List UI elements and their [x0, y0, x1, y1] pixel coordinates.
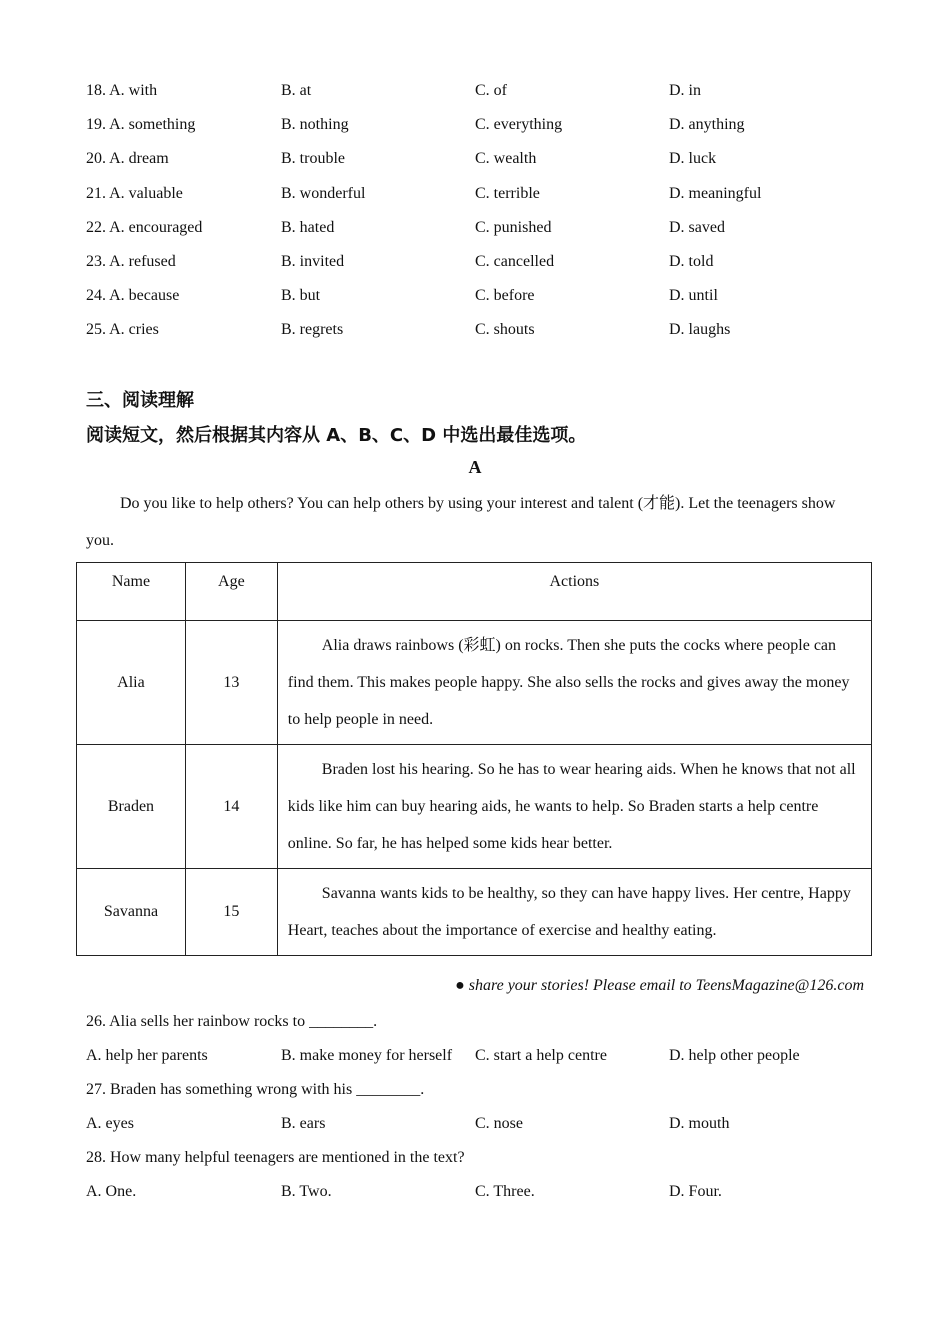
passage-label: A [468, 457, 482, 477]
section-title: 三、阅读理解 [86, 390, 194, 411]
table-header-row [77, 563, 872, 621]
bullet-icon: ● [455, 977, 465, 994]
option-b: B. nothing [281, 116, 349, 133]
section-instruction: 阅读短文，然后根据其内容从 A、B、C、D 中选出最佳选项。 [86, 425, 587, 446]
option-row-22 [86, 217, 886, 239]
option-d: D. until [669, 287, 718, 304]
option-d[interactable]: D. mouth [669, 1115, 730, 1132]
table-row [77, 869, 872, 956]
option-d[interactable]: D. help other people [669, 1047, 800, 1064]
option-b: B. hated [281, 219, 335, 236]
option-a: 20. A. dream [86, 150, 169, 167]
option-a: 22. A. encouraged [86, 219, 203, 236]
option-a: 25. A. cries [86, 321, 159, 338]
option-a: 24. A. because [86, 287, 180, 304]
option-c: C. shouts [475, 321, 535, 338]
passage-intro: Do you like to help others? You can help others by using your interest and talent (才能). Let the teenagers show you. [86, 495, 836, 549]
header-age: Age [185, 563, 277, 621]
option-row-20 [86, 148, 886, 170]
question-26-options [86, 1045, 886, 1067]
option-row-25 [86, 319, 886, 341]
option-c[interactable]: C. Three. [475, 1183, 535, 1200]
option-c[interactable]: C. nose [475, 1115, 523, 1132]
option-row-19 [86, 114, 886, 136]
question-27: 27. Braden has something wrong with his ________. [86, 1081, 425, 1098]
option-c: C. punished [475, 219, 552, 236]
option-c: C. wealth [475, 150, 537, 167]
question-26: 26. Alia sells her rainbow rocks to ________. [86, 1013, 378, 1030]
option-row-23 [86, 251, 886, 273]
option-b: B. at [281, 82, 312, 99]
email-note [455, 977, 864, 995]
option-d: D. meaningful [669, 185, 762, 202]
option-b[interactable]: B. make money for herself [281, 1047, 453, 1064]
option-a: 23. A. refused [86, 253, 176, 270]
header-name: Name [77, 563, 186, 621]
option-b[interactable]: B. ears [281, 1115, 326, 1132]
option-a: 21. A. valuable [86, 185, 183, 202]
option-a[interactable]: A. help her parents [86, 1047, 208, 1064]
cell-name: Braden [77, 745, 186, 869]
option-c: C. terrible [475, 185, 540, 202]
option-d: D. in [669, 82, 701, 99]
option-d: D. laughs [669, 321, 731, 338]
option-c: C. of [475, 82, 507, 99]
option-row-21 [86, 183, 886, 205]
option-c: C. before [475, 287, 535, 304]
option-b: B. but [281, 287, 321, 304]
option-b: B. wonderful [281, 185, 366, 202]
cell-name: Alia [77, 621, 186, 745]
option-c: C. cancelled [475, 253, 555, 270]
option-d[interactable]: D. Four. [669, 1183, 722, 1200]
option-row-24 [86, 285, 886, 307]
option-row-18 [86, 80, 886, 102]
table-row [77, 621, 872, 745]
question-28: 28. How many helpful teenagers are mentioned in the text? [86, 1149, 465, 1166]
option-a: 19. A. something [86, 116, 196, 133]
cell-actions: Savanna wants kids to be healthy, so they can have happy lives. Her centre, Happy Heart, teaches about the importance of exercise and healthy eating. [277, 869, 871, 956]
option-b: B. invited [281, 253, 345, 270]
option-c[interactable]: C. start a help centre [475, 1047, 607, 1064]
teens-table [76, 562, 872, 956]
table-row [77, 745, 872, 869]
cell-actions: Alia draws rainbows (彩虹) on rocks. Then she puts the cocks where people can find them. This makes people happy. She also sells the rocks and gives away the money to help people in need. [277, 621, 871, 745]
option-a[interactable]: A. eyes [86, 1115, 134, 1132]
question-27-options [86, 1113, 886, 1135]
cell-age: 15 [185, 869, 277, 956]
option-d: D. luck [669, 150, 717, 167]
option-d: D. saved [669, 219, 725, 236]
option-d: D. anything [669, 116, 745, 133]
question-28-options [86, 1181, 886, 1203]
cell-actions: Braden lost his hearing. So he has to wear hearing aids. When he knows that not all kids like him can buy hearing aids, he wants to help. So Braden starts a help centre online. So far, he has helped some kids hear better. [277, 745, 871, 869]
option-d: D. told [669, 253, 714, 270]
cell-age: 13 [185, 621, 277, 745]
option-a: 18. A. with [86, 82, 158, 99]
option-a[interactable]: A. One. [86, 1183, 137, 1200]
header-actions: Actions [277, 563, 871, 621]
option-c: C. everything [475, 116, 563, 133]
option-b[interactable]: B. Two. [281, 1183, 332, 1200]
option-b: B. trouble [281, 150, 345, 167]
option-b: B. regrets [281, 321, 344, 338]
cell-age: 14 [185, 745, 277, 869]
cell-name: Savanna [77, 869, 186, 956]
email-note-text: share your stories! Please email to TeensMagazine@126.com [468, 977, 864, 994]
